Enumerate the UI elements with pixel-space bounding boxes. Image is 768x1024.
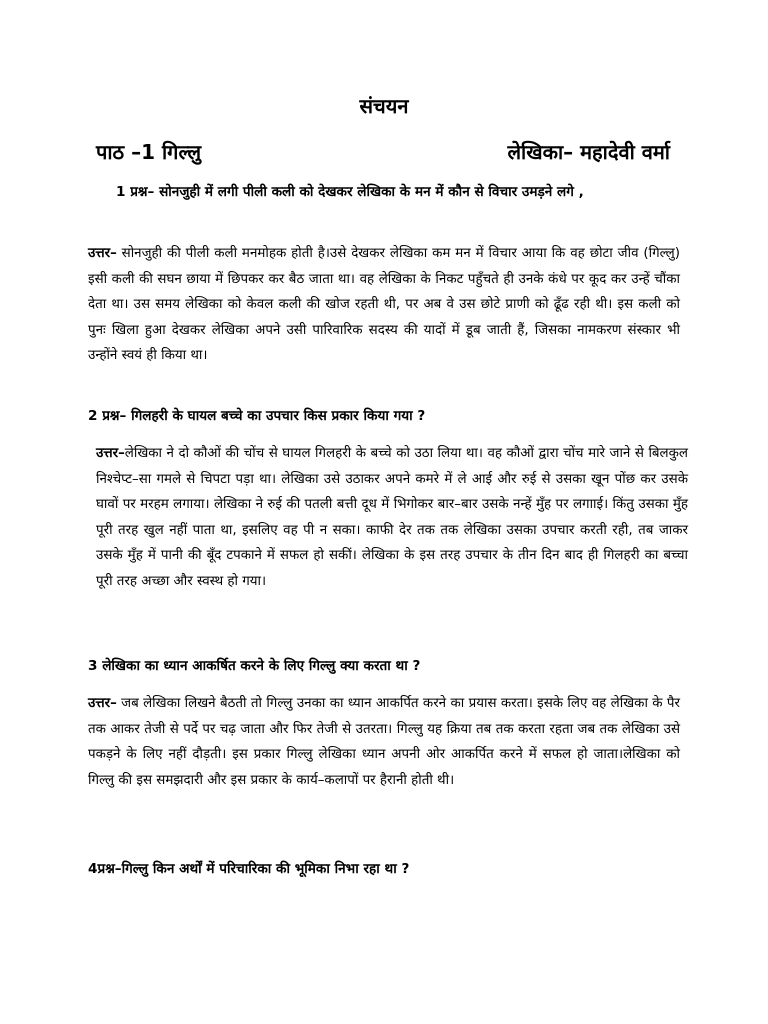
question-1: 1 प्रश्न– सोनजुही में लगी पीली कली को देखकर लेखिका के मन में कौन से विचार उमड़ने लगे , [116, 184, 584, 200]
question-4: 4प्रश्न–गिल्लु किन अर्थों में परिचारिका की भूमिका निभा रहा था ? [88, 861, 410, 877]
answer-2 [88, 441, 688, 594]
answer-label: उत्तर– [96, 446, 125, 461]
answer-label: उत्तर– [88, 246, 117, 261]
answer-text: सोनजुही की पीली कली मनमोहक होती है।उसे देखकर लेखिका कम मन में विचार आया कि वह छोटा जीव (गिल्लु) इसी कली की सघन छाया में छिपकर कर बैठ जाता था। वह लेखिका के निकट पहुँचते ही उनके कंधे पर कूद कर उन्हें चौंका देता था। उस समय लेखिका को केवल कली की खोज रहती थी, पर अब वे उस छोटे प्राणी को ढूँढ रही थी। इस कली को पुनः खिला हुआ देखकर लेखिका अपने उसी पारिवारिक सदस्य की यादों में डूब जाती हैं, जिसका नामकरण संस्कार भी उन्होंने स्वयं ही किया था। [88, 246, 680, 363]
document-title: संचयन [359, 94, 409, 118]
answer-text: जब लेखिका लिखने बैठती तो गिल्लु उनका का ध्यान आकर्पित करने का प्रयास करता। इसके लिए वह लेखिका के पैर तक आकर तेजी से पर्दे पर चढ़ जाता और फिर तेजी से उतरता। गिल्लु यह क्रिया तब तक करता रहता जब तक लेखिका उसे पकड़ने के लिए नहीं दौड़ती। इस प्रकार गिल्लु लेखिका ध्यान अपनी ओर आकर्पित करने में सफल हो जाता।लेखिका को गिल्लु की इस समझदारी और इस प्रकार के कार्य–कलापों पर हैरानी होती थी। [88, 696, 680, 788]
author-name: लेखिका– महादेवी वर्मा [507, 140, 670, 164]
answer-text: लेखिका ने दो कौओं की चोंच से घायल गिलहरी के बच्चे को उठा लिया था। वह कौओं द्वारा चोंच मारे जाने से बिलकुल निश्चेप्ट–सा गमले से चिपटा पड़ा था। लेखिका उसे उठाकर अपने कमरे में ले आई और रुई से उसका खून पोंछ कर उसके घावों पर मरहम लगाया। लेखिका ने रुई की पतली बत्ती दूध में भिगोकर बार–बार उसके नन्हें मुँह पर लगााई। किंतु उसका मुँह पूरी तरह खुल नहीं पाता था, इसलिए वह पी न सका। काफी देर तक तक लेखिका उसका उपचार करती रही, तब जाकर उसके मुँह में पानी की बूँद टपकाने में सफल हो सकीं। लेखिका के इस तरह उपचार के तीन दिन बाद ही गिलहरी का बच्चा पूरी तरह अच्छा और स्वस्थ हो गया। [96, 446, 688, 589]
answer-label: उत्तर– [88, 696, 117, 711]
answer-3 [88, 691, 680, 793]
question-2: 2 प्रश्न– गिलहरी के घायल बच्चे का उपचार किस प्रकार किया गया ? [88, 408, 426, 424]
answer-1 [88, 241, 680, 369]
question-3: 3 लेखिका का ध्यान आकर्षित करने के लिए गिल्लु क्या करता था ? [88, 658, 421, 674]
lesson-name: पाठ –1 गिल्लु [96, 140, 202, 164]
